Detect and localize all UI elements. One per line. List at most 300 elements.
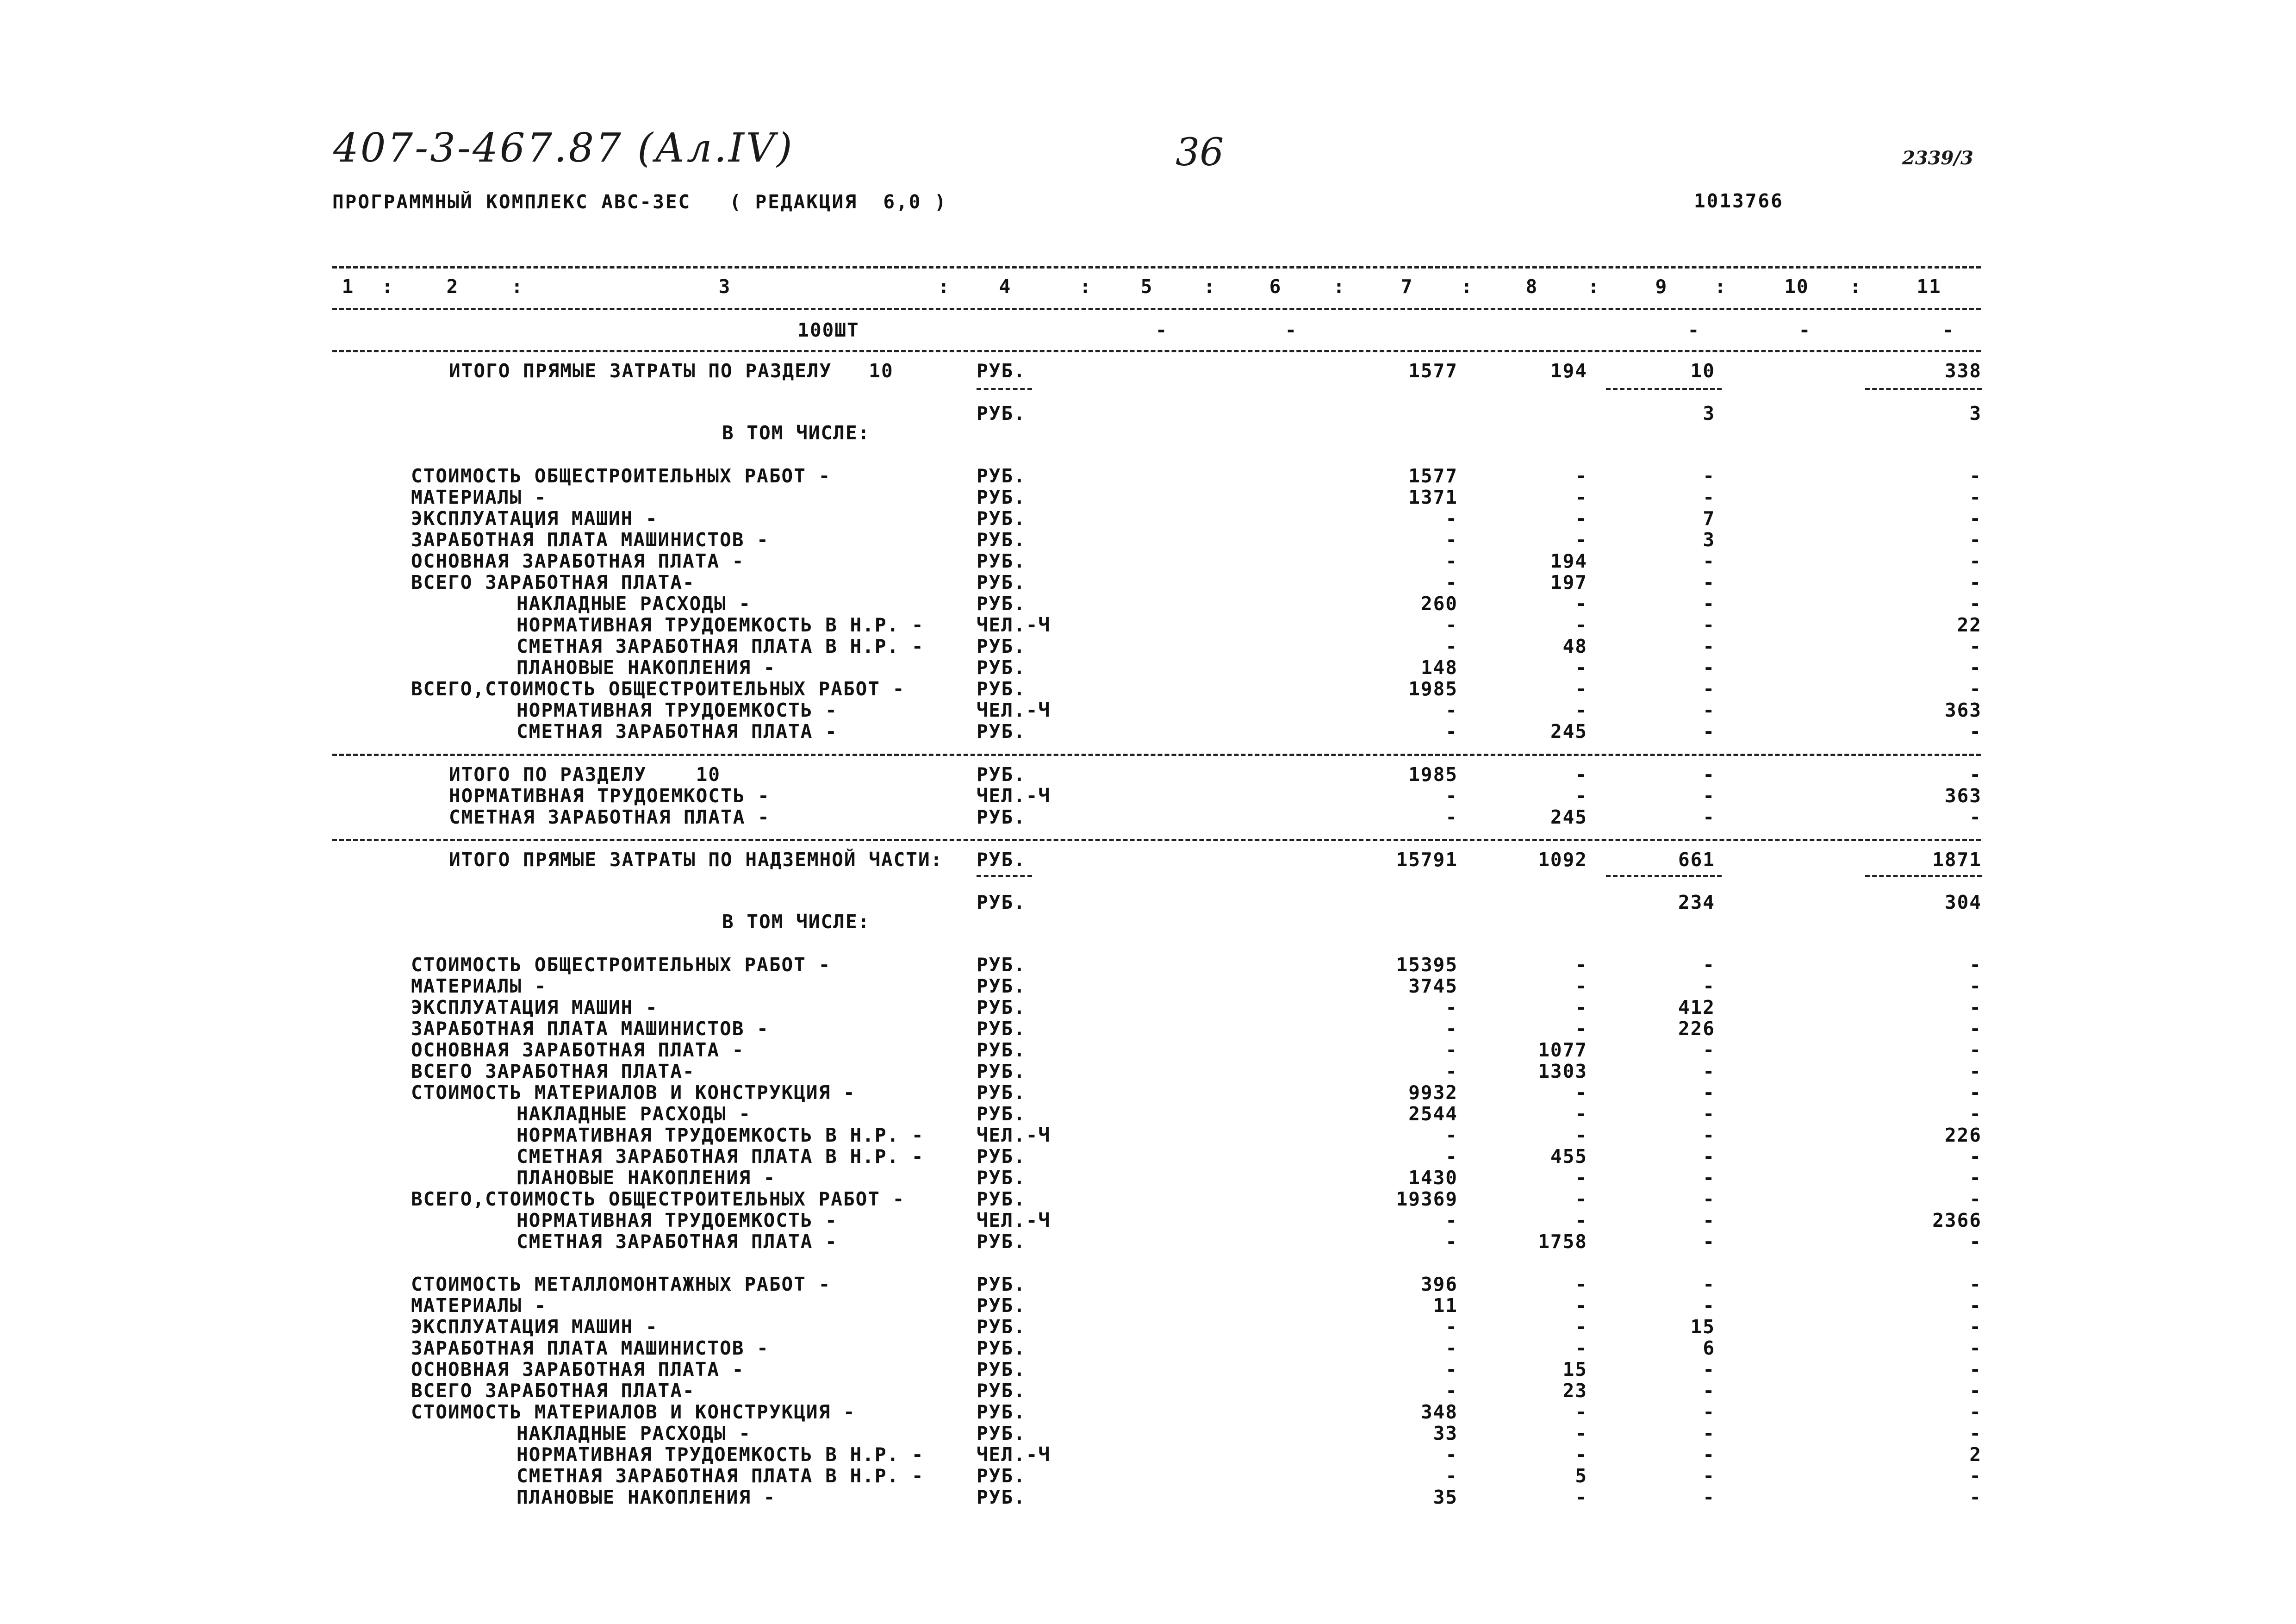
row-col9-value: - (1703, 1230, 1715, 1253)
row-col11-value: - (1969, 1167, 1982, 1189)
row-col8-value: - (1575, 763, 1587, 786)
row-unit: ЧЕЛ.-Ч (977, 1209, 1051, 1231)
row-col11-value: 363 (1944, 785, 1982, 807)
row-col7-value: - (1445, 529, 1458, 551)
row-col9-value: - (1703, 486, 1715, 508)
row-col8-value: - (1575, 1486, 1587, 1508)
row-col8-value: - (1575, 1316, 1587, 1338)
row-col7-value: - (1445, 1316, 1458, 1338)
row-col7-value: 15791 (1396, 849, 1458, 871)
row-col8-value: - (1575, 465, 1587, 487)
row-col9-value: - (1703, 785, 1715, 807)
row-col9-value: - (1703, 1081, 1715, 1104)
row-col11-value: - (1969, 996, 1982, 1018)
row-col11-value: 338 (1944, 360, 1982, 382)
row-col8-value: - (1575, 1401, 1587, 1423)
row-label: НОРМАТИВНАЯ ТРУДОЕМКОСТЬ В Н.Р. - (516, 1443, 924, 1466)
row-col8-value: 245 (1550, 806, 1587, 828)
row-label: СТОИМОСТЬ МЕТАЛЛОМОНТАЖНЫХ РАБОТ - (411, 1273, 831, 1295)
row-col8-value: - (1575, 1167, 1587, 1189)
row-label: МАТЕРИАЛЫ - (411, 1294, 547, 1317)
row-col9-value: - (1703, 571, 1715, 593)
row-col11-value: - (1969, 1401, 1982, 1423)
row-col7-value: - (1445, 550, 1458, 572)
row-col11-value: - (1969, 1422, 1982, 1444)
row-col8-value: 455 (1550, 1145, 1587, 1168)
row-label: ПЛАНОВЫЕ НАКОПЛЕНИЯ - (516, 656, 776, 679)
row-col9-value: - (1703, 806, 1715, 828)
row-col9-value: - (1703, 1486, 1715, 1508)
row-col8-value: 245 (1550, 720, 1587, 743)
total-underline (1865, 875, 1982, 877)
row-unit: РУБ. (977, 1401, 1026, 1423)
row-col8-value: 1077 (1538, 1039, 1587, 1061)
row-col8-value: - (1575, 699, 1587, 721)
row-col11-value: - (1969, 806, 1982, 828)
row-unit: ЧЕЛ.-Ч (977, 1443, 1051, 1466)
row-unit: РУБ. (977, 465, 1026, 487)
row-label: СТОИМОСТЬ ОБЩЕСТРОИТЕЛЬНЫХ РАБОТ - (411, 954, 831, 976)
row-label: СТОИМОСТЬ ОБЩЕСТРОИТЕЛЬНЫХ РАБОТ - (411, 465, 831, 487)
row-unit: РУБ. (977, 1486, 1026, 1508)
row-col9-value: - (1703, 1465, 1715, 1487)
row-col7-value: 19369 (1396, 1188, 1458, 1210)
row-col8-value: - (1575, 614, 1587, 636)
row-col7-value: 15395 (1396, 954, 1458, 976)
row-unit: РУБ. (977, 1018, 1026, 1040)
row-unit: РУБ. (977, 1145, 1026, 1168)
row-col7-value: 1577 (1408, 360, 1458, 382)
row-col9-value: 10 (1690, 360, 1715, 382)
row-col8-value: 194 (1550, 360, 1587, 382)
row-label: ЭКСПЛУАТАЦИЯ МАШИН - (411, 996, 658, 1018)
row-col9-value: - (1703, 975, 1715, 997)
total-underline (1865, 388, 1982, 390)
row-col11-value: - (1969, 571, 1982, 593)
row-col9-value: - (1703, 954, 1715, 976)
row-unit: РУБ. (977, 954, 1026, 976)
unit-row-rule (332, 350, 1981, 352)
row-subheading: В ТОМ ЧИСЛЕ: (722, 911, 871, 933)
column-header-6: 6 (1269, 275, 1282, 298)
section-rule (332, 754, 1981, 756)
row-col11-value: - (1969, 593, 1982, 615)
row-col11-value: - (1969, 465, 1982, 487)
row-col9-value: 15 (1690, 1316, 1715, 1338)
row-col11-value: - (1969, 975, 1982, 997)
row-col8-value: - (1575, 507, 1587, 530)
column-separator: : (511, 275, 524, 298)
row-col8-value: - (1575, 1081, 1587, 1104)
row-unit: РУБ. (977, 360, 1026, 382)
row-label: ОСНОВНАЯ ЗАРАБОТНАЯ ПЛАТА - (411, 1358, 745, 1380)
row-col7-value: - (1445, 1337, 1458, 1359)
row-col8-value: 23 (1562, 1380, 1587, 1402)
row-label: СМЕТНАЯ ЗАРАБОТНАЯ ПЛАТА - (449, 806, 770, 828)
row-unit: ЧЕЛ.-Ч (977, 1124, 1051, 1146)
row-col9-value: - (1703, 1209, 1715, 1231)
row-unit: РУБ. (977, 975, 1026, 997)
document-code: 407-3-467.87 (Ал.IV) (333, 125, 794, 171)
row-col8-value: - (1575, 975, 1587, 997)
row-col9-value: - (1703, 1380, 1715, 1402)
row-col9-value: 226 (1678, 1018, 1715, 1040)
row-col8-value: - (1575, 1422, 1587, 1444)
row-label: ПЛАНОВЫЕ НАКОПЛЕНИЯ - (516, 1486, 776, 1508)
row-col11-value: - (1969, 1230, 1982, 1253)
row-col7-value: 35 (1433, 1486, 1458, 1508)
column-separator: : (1203, 275, 1216, 298)
row-col11-value: - (1969, 550, 1982, 572)
row-label: НАКЛАДНЫЕ РАСХОДЫ - (516, 593, 751, 615)
row-col7-value: - (1445, 1018, 1458, 1040)
row-col11-value: 22 (1957, 614, 1982, 636)
row-label: СМЕТНАЯ ЗАРАБОТНАЯ ПЛАТА - (516, 720, 838, 743)
row-col7-value: - (1445, 1145, 1458, 1168)
row-col9-value: - (1703, 763, 1715, 786)
section-rule (332, 839, 1981, 841)
row-col7-value: - (1445, 571, 1458, 593)
column-header-9: 9 (1655, 275, 1668, 298)
row-col8-value: 197 (1550, 571, 1587, 593)
row-label: СТОИМОСТЬ МАТЕРИАЛОВ И КОНСТРУКЦИЯ - (411, 1401, 856, 1423)
row-unit: РУБ. (977, 1337, 1026, 1359)
unit-row-c6: - (1285, 319, 1298, 341)
row-label: СМЕТНАЯ ЗАРАБОТНАЯ ПЛАТА В Н.Р. - (516, 635, 924, 657)
row-unit: РУБ. (977, 763, 1026, 786)
row-col11-value: - (1969, 763, 1982, 786)
row-col11-value: - (1969, 1486, 1982, 1508)
row-col8-value: 5 (1575, 1465, 1587, 1487)
row-unit: РУБ. (977, 1060, 1026, 1082)
row-col11-value: - (1969, 1294, 1982, 1317)
row-unit: РУБ. (977, 593, 1026, 615)
total-underline (977, 875, 1032, 877)
row-col9-value: - (1703, 550, 1715, 572)
row-label: ВСЕГО ЗАРАБОТНАЯ ПЛАТА- (411, 571, 695, 593)
row-col8-value: - (1575, 1124, 1587, 1146)
row-col11-value: 363 (1944, 699, 1982, 721)
row-col9-value: - (1703, 1167, 1715, 1189)
row-col11-value: - (1969, 1060, 1982, 1082)
row-unit: РУБ. (977, 571, 1026, 593)
row-col8-value: - (1575, 785, 1587, 807)
row-unit: РУБ. (977, 1358, 1026, 1380)
row-col11-value: - (1969, 1465, 1982, 1487)
row-col8-value: 1303 (1538, 1060, 1587, 1082)
row-col9-value: - (1703, 1039, 1715, 1061)
row-unit: РУБ. (977, 656, 1026, 679)
row-col7-value: - (1445, 1358, 1458, 1380)
row-col7-value: 396 (1420, 1273, 1458, 1295)
row-col8-value: - (1575, 954, 1587, 976)
row-unit: РУБ. (977, 996, 1026, 1018)
row-unit: РУБ. (977, 806, 1026, 828)
row-unit: РУБ. (977, 891, 1026, 913)
row-col7-value: - (1445, 1060, 1458, 1082)
row-col7-value: - (1445, 1039, 1458, 1061)
column-header-4: 4 (999, 275, 1012, 298)
row-col8-value: - (1575, 1209, 1587, 1231)
row-col9-value: - (1703, 593, 1715, 615)
row-label: ОСНОВНАЯ ЗАРАБОТНАЯ ПЛАТА - (411, 1039, 745, 1061)
row-unit: РУБ. (977, 1167, 1026, 1189)
row-label: СМЕТНАЯ ЗАРАБОТНАЯ ПЛАТА В Н.Р. - (516, 1145, 924, 1168)
row-col9-value: - (1703, 1060, 1715, 1082)
total-underline (1606, 388, 1722, 390)
column-header-11: 11 (1916, 275, 1941, 298)
column-separator: : (1587, 275, 1600, 298)
row-col7-value: - (1445, 720, 1458, 743)
row-unit: ЧЕЛ.-Ч (977, 785, 1051, 807)
row-col8-value: 48 (1562, 635, 1587, 657)
row-unit: РУБ. (977, 678, 1026, 700)
row-unit: РУБ. (977, 550, 1026, 572)
row-col8-value: - (1575, 529, 1587, 551)
row-col11-value: - (1969, 1316, 1982, 1338)
row-label: НОРМАТИВНАЯ ТРУДОЕМКОСТЬ В Н.Р. - (516, 1124, 924, 1146)
row-col9-value: - (1703, 1422, 1715, 1444)
row-col9-value: - (1703, 614, 1715, 636)
row-col9-value: - (1703, 465, 1715, 487)
row-col7-value: 148 (1420, 656, 1458, 679)
row-col11-value: 3 (1969, 402, 1982, 425)
row-label: ИТОГО ПРЯМЫЕ ЗАТРАТЫ ПО РАЗДЕЛУ 10 (449, 360, 894, 382)
row-unit: РУБ. (977, 1081, 1026, 1104)
row-label: ЗАРАБОТНАЯ ПЛАТА МАШИНИСТОВ - (411, 529, 769, 551)
row-col11-value: - (1969, 1103, 1982, 1125)
row-unit: РУБ. (977, 849, 1026, 871)
row-col8-value: 1758 (1538, 1230, 1587, 1253)
row-col11-value: 1871 (1932, 849, 1982, 871)
row-col9-value: 661 (1678, 849, 1715, 871)
row-label: СМЕТНАЯ ЗАРАБОТНАЯ ПЛАТА - (516, 1230, 838, 1253)
row-col11-value: - (1969, 678, 1982, 700)
row-col9-value: 234 (1678, 891, 1715, 913)
row-col7-value: 11 (1433, 1294, 1458, 1317)
row-col7-value: 1430 (1408, 1167, 1458, 1189)
column-header-3: 3 (718, 275, 731, 298)
row-col7-value: 9932 (1408, 1081, 1458, 1104)
row-col7-value: 1371 (1408, 486, 1458, 508)
row-col9-value: - (1703, 1401, 1715, 1423)
row-col11-value: - (1969, 1337, 1982, 1359)
row-col8-value: - (1575, 1443, 1587, 1466)
row-col7-value: - (1445, 635, 1458, 657)
row-unit: РУБ. (977, 1422, 1026, 1444)
row-col11-value: - (1969, 720, 1982, 743)
row-col7-value: 33 (1433, 1422, 1458, 1444)
row-label: ЗАРАБОТНАЯ ПЛАТА МАШИНИСТОВ - (411, 1337, 769, 1359)
row-label: ЭКСПЛУАТАЦИЯ МАШИН - (411, 1316, 658, 1338)
document-number: 1013766 (1694, 190, 1784, 212)
row-col8-value: - (1575, 1273, 1587, 1295)
column-separator: : (1333, 275, 1346, 298)
row-unit: РУБ. (977, 1316, 1026, 1338)
row-label: ПЛАНОВЫЕ НАКОПЛЕНИЯ - (516, 1167, 776, 1189)
row-col9-value: 7 (1703, 507, 1715, 530)
row-col11-value: - (1969, 529, 1982, 551)
row-col9-value: - (1703, 720, 1715, 743)
row-unit: РУБ. (977, 1103, 1026, 1125)
column-header-2: 2 (446, 275, 459, 298)
column-separator: : (1849, 275, 1862, 298)
row-label: НОРМАТИВНАЯ ТРУДОЕМКОСТЬ - (516, 1209, 838, 1231)
row-col9-value: - (1703, 1188, 1715, 1210)
row-col7-value: - (1445, 806, 1458, 828)
row-col7-value: - (1445, 1443, 1458, 1466)
unit-row-c5: - (1155, 319, 1168, 341)
total-underline (977, 388, 1032, 390)
row-unit: РУБ. (977, 402, 1026, 425)
row-col7-value: - (1445, 1380, 1458, 1402)
row-col9-value: - (1703, 1103, 1715, 1125)
total-underline (1606, 875, 1722, 877)
row-col9-value: - (1703, 678, 1715, 700)
row-col7-value: - (1445, 614, 1458, 636)
row-label: ВСЕГО,СТОИМОСТЬ ОБЩЕСТРОИТЕЛЬНЫХ РАБОТ - (411, 1188, 905, 1210)
row-col11-value: - (1969, 1188, 1982, 1210)
row-col11-value: - (1969, 1018, 1982, 1040)
row-col8-value: - (1575, 1103, 1587, 1125)
row-unit: РУБ. (977, 1230, 1026, 1253)
row-col8-value: - (1575, 996, 1587, 1018)
row-col11-value: - (1969, 1358, 1982, 1380)
row-col8-value: - (1575, 593, 1587, 615)
row-unit: РУБ. (977, 1380, 1026, 1402)
row-label: НОРМАТИВНАЯ ТРУДОЕМКОСТЬ - (516, 699, 838, 721)
row-unit: РУБ. (977, 486, 1026, 508)
row-col9-value: - (1703, 656, 1715, 679)
row-unit: РУБ. (977, 507, 1026, 530)
header-top-rule (332, 266, 1981, 269)
row-unit: РУБ. (977, 1039, 1026, 1061)
column-header-5: 5 (1140, 275, 1153, 298)
row-label: НОРМАТИВНАЯ ТРУДОЕМКОСТЬ В Н.Р. - (516, 614, 924, 636)
row-col8-value: - (1575, 678, 1587, 700)
row-col9-value: - (1703, 1124, 1715, 1146)
column-header-10: 10 (1784, 275, 1809, 298)
column-separator: : (1461, 275, 1474, 298)
row-col8-value: - (1575, 1018, 1587, 1040)
row-col7-value: - (1445, 1209, 1458, 1231)
row-label: ВСЕГО,СТОИМОСТЬ ОБЩЕСТРОИТЕЛЬНЫХ РАБОТ - (411, 678, 905, 700)
column-header-1: 1 (342, 275, 355, 298)
row-col7-value: 2544 (1408, 1103, 1458, 1125)
row-col9-value: - (1703, 1145, 1715, 1168)
row-col7-value: - (1445, 996, 1458, 1018)
row-col9-value: - (1703, 699, 1715, 721)
row-col7-value: 3745 (1408, 975, 1458, 997)
row-col9-value: - (1703, 1443, 1715, 1466)
row-col11-value: 2366 (1932, 1209, 1982, 1231)
row-col11-value: - (1969, 1273, 1982, 1295)
unit-row-c9: - (1687, 319, 1700, 341)
row-col8-value: - (1575, 1337, 1587, 1359)
row-unit: РУБ. (977, 1294, 1026, 1317)
row-col11-value: 304 (1944, 891, 1982, 913)
column-header-8: 8 (1525, 275, 1538, 298)
row-label: ВСЕГО ЗАРАБОТНАЯ ПЛАТА- (411, 1380, 695, 1402)
row-label: ИТОГО ПРЯМЫЕ ЗАТРАТЫ ПО НАДЗЕМНОЙ ЧАСТИ: (449, 849, 943, 871)
row-col11-value: - (1969, 1145, 1982, 1168)
row-label: МАТЕРИАЛЫ - (411, 486, 547, 508)
row-col11-value: - (1969, 1380, 1982, 1402)
row-col9-value: - (1703, 1294, 1715, 1317)
row-col11-value: - (1969, 954, 1982, 976)
row-col11-value: - (1969, 486, 1982, 508)
row-col8-value: - (1575, 486, 1587, 508)
row-col7-value: - (1445, 1124, 1458, 1146)
row-label: ЗАРАБОТНАЯ ПЛАТА МАШИНИСТОВ - (411, 1018, 769, 1040)
row-unit: РУБ. (977, 1188, 1026, 1210)
row-col9-value: 6 (1703, 1337, 1715, 1359)
row-col9-value: 412 (1678, 996, 1715, 1018)
row-col11-value: - (1969, 635, 1982, 657)
row-col8-value: - (1575, 1188, 1587, 1210)
unit-row-c10: - (1798, 319, 1811, 341)
row-label: ОСНОВНАЯ ЗАРАБОТНАЯ ПЛАТА - (411, 550, 745, 572)
unit-row-label: 100ШТ (797, 319, 859, 341)
row-col9-value: - (1703, 1273, 1715, 1295)
row-unit: ЧЕЛ.-Ч (977, 699, 1051, 721)
row-label: СТОИМОСТЬ МАТЕРИАЛОВ И КОНСТРУКЦИЯ - (411, 1081, 856, 1104)
row-col7-value: - (1445, 507, 1458, 530)
row-col9-value: - (1703, 635, 1715, 657)
row-col7-value: 1577 (1408, 465, 1458, 487)
header-bottom-rule (332, 308, 1981, 310)
page-number: 36 (1176, 131, 1224, 175)
row-col11-value: - (1969, 1081, 1982, 1104)
row-col7-value: 260 (1420, 593, 1458, 615)
unit-row-c11: - (1942, 319, 1955, 341)
row-label: ИТОГО ПО РАЗДЕЛУ 10 (449, 763, 721, 786)
column-header-7: 7 (1400, 275, 1413, 298)
row-col11-value: - (1969, 1039, 1982, 1061)
row-col11-value: - (1969, 507, 1982, 530)
row-col7-value: - (1445, 785, 1458, 807)
row-col7-value: 1985 (1408, 763, 1458, 786)
row-col9-value: 3 (1703, 402, 1715, 425)
row-unit: РУБ. (977, 529, 1026, 551)
row-col7-value: 1985 (1408, 678, 1458, 700)
row-col7-value: - (1445, 1465, 1458, 1487)
row-col8-value: - (1575, 656, 1587, 679)
row-unit: ЧЕЛ.-Ч (977, 614, 1051, 636)
row-col9-value: - (1703, 1358, 1715, 1380)
row-label: СМЕТНАЯ ЗАРАБОТНАЯ ПЛАТА В Н.Р. - (516, 1465, 924, 1487)
row-col7-value: - (1445, 699, 1458, 721)
row-label: ВСЕГО ЗАРАБОТНАЯ ПЛАТА- (411, 1060, 695, 1082)
column-separator: : (1714, 275, 1727, 298)
row-unit: РУБ. (977, 1465, 1026, 1487)
row-col11-value: - (1969, 656, 1982, 679)
row-label: ЭКСПЛУАТАЦИЯ МАШИН - (411, 507, 658, 530)
row-col8-value: 1092 (1538, 849, 1587, 871)
row-label: МАТЕРИАЛЫ - (411, 975, 547, 997)
sheet-id: 2339/3 (1902, 147, 1973, 169)
row-col11-value: 2 (1969, 1443, 1982, 1466)
row-subheading: В ТОМ ЧИСЛЕ: (722, 422, 871, 444)
column-separator: : (381, 275, 394, 298)
row-unit: РУБ. (977, 635, 1026, 657)
row-col8-value: 15 (1562, 1358, 1587, 1380)
column-separator: : (938, 275, 951, 298)
row-unit: РУБ. (977, 720, 1026, 743)
row-label: НАКЛАДНЫЕ РАСХОДЫ - (516, 1422, 751, 1444)
row-col8-value: - (1575, 1294, 1587, 1317)
row-label: НАКЛАДНЫЕ РАСХОДЫ - (516, 1103, 751, 1125)
